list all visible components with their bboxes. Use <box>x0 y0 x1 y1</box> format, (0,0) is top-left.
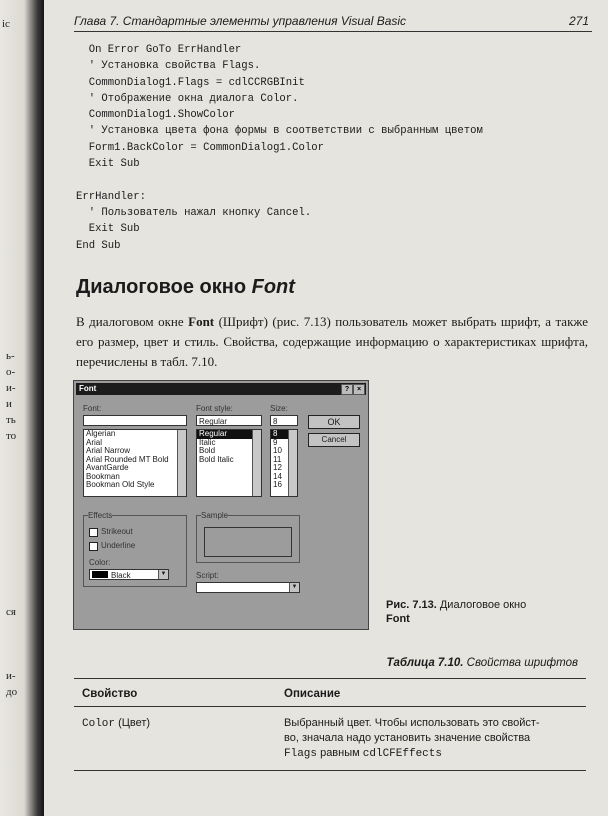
list-item[interactable]: Bold Italic <box>199 454 234 464</box>
size-label: Size: <box>270 404 288 413</box>
figure-caption-text: Диалоговое окно <box>436 599 527 611</box>
margin-letter: ся <box>6 606 16 618</box>
header-rule <box>74 31 592 32</box>
table-header: Свойство <box>82 688 138 700</box>
code-line: On Error GoTo ErrHandler <box>76 44 242 56</box>
list-item[interactable]: Arial Narrow <box>86 446 131 455</box>
margin-letter: и- <box>6 382 16 394</box>
table-caption <box>386 657 578 669</box>
table-bottom-rule <box>74 770 586 771</box>
table-cell <box>82 716 150 732</box>
dialog-titlebar <box>76 383 366 395</box>
para-text: В диалоговом окне <box>76 314 189 329</box>
list-item[interactable]: 14 <box>273 471 282 481</box>
list-item[interactable]: 8 <box>271 430 297 439</box>
property-name: Color <box>82 718 116 730</box>
table-header-rule <box>74 706 586 707</box>
list-item[interactable]: AvantGarde <box>86 463 129 472</box>
sample-label: Sample <box>201 511 229 520</box>
margin-letter: и <box>6 398 12 410</box>
property-ru: (Цвет) <box>115 717 151 729</box>
list-item[interactable]: 16 <box>273 480 282 489</box>
color-select[interactable] <box>89 569 169 580</box>
list-item[interactable]: Bold <box>199 446 216 455</box>
margin-letter: и- <box>6 670 16 682</box>
section-title-text: Диалоговое окно <box>76 276 252 298</box>
code-line: CommonDialog1.ShowColor <box>76 109 235 122</box>
effects-label: Effects <box>88 511 113 520</box>
sample-preview <box>204 527 292 557</box>
table-top-rule <box>74 678 586 679</box>
color-label: Color: <box>89 558 111 567</box>
code-listing <box>76 42 483 254</box>
list-item[interactable]: Italic <box>199 437 216 447</box>
table-header: Описание <box>284 688 341 700</box>
code-line: ' Установка свойства Flags. <box>76 60 261 73</box>
chapter-title: Глава 7. Стандартные элементы управления Visual Basic <box>74 14 407 28</box>
script-label: Script: <box>196 571 219 580</box>
margin-letter: о- <box>6 366 16 378</box>
para-bold: Font <box>188 314 215 329</box>
table-number: Таблица 7.10. <box>386 657 464 669</box>
size-input[interactable]: 8 <box>270 415 298 426</box>
margin-letter: ic <box>2 18 10 30</box>
font-list[interactable] <box>83 429 187 497</box>
style-input[interactable]: Regular <box>196 415 262 426</box>
underline-checkbox[interactable] <box>89 542 98 551</box>
font-label: Font: <box>83 404 102 413</box>
style-list[interactable] <box>196 429 262 497</box>
code-line: End Sub <box>76 239 121 252</box>
cancel-button[interactable]: Cancel <box>308 433 360 447</box>
code-line: Exit Sub <box>76 158 140 171</box>
scrollbar[interactable] <box>288 430 297 496</box>
list-item[interactable]: Bookman Old Style <box>86 480 155 489</box>
code-line: Exit Sub <box>76 223 140 236</box>
figure-caption-name: Font <box>386 613 410 625</box>
list-item[interactable]: 10 <box>273 446 282 455</box>
scrollbar[interactable] <box>177 430 186 496</box>
desc-code: Flags <box>284 748 318 760</box>
code-line: ' Отображение окна диалога Color. <box>76 92 299 105</box>
color-value: Black <box>111 571 131 580</box>
table-cell <box>284 716 584 762</box>
section-title <box>76 276 295 299</box>
list-item[interactable]: Arial <box>86 437 103 447</box>
margin-letter: ь- <box>6 350 15 362</box>
code-line: Form1.BackColor = CommonDialog1.Color <box>76 141 324 154</box>
desc-text: Выбранный цвет. Чтобы использовать это свойст- <box>284 717 540 729</box>
page-number: 271 <box>568 14 589 28</box>
dialog-title: Font <box>79 384 97 393</box>
desc-code: cdlCFEffects <box>362 748 442 760</box>
scrollbar[interactable] <box>252 430 261 496</box>
font-dialog-figure <box>73 380 369 630</box>
running-header <box>74 14 589 28</box>
table-caption-text: Свойства шрифтов <box>463 657 578 669</box>
code-line: ' Пользователь нажал кнопку Cancel. <box>76 206 312 219</box>
section-title-font: Font <box>251 276 295 298</box>
font-input[interactable] <box>83 415 187 426</box>
ok-button[interactable]: OK <box>308 415 360 429</box>
strikeout-label: Strikeout <box>101 527 133 536</box>
desc-text: равным <box>317 747 363 759</box>
strikeout-checkbox[interactable] <box>89 528 98 537</box>
list-item[interactable]: Arial Rounded MT Bold <box>86 454 169 464</box>
margin-letter: до <box>6 686 18 698</box>
list-item[interactable]: Regular <box>197 430 261 439</box>
code-line: ErrHandler: <box>76 190 146 203</box>
margin-letter: ть <box>6 414 16 426</box>
list-item[interactable]: 9 <box>273 437 278 447</box>
margin-letter: то <box>6 430 17 442</box>
list-item[interactable]: 12 <box>273 463 282 472</box>
code-line: CommonDialog1.Flags = cdlCCRGBInit <box>76 76 305 89</box>
color-swatch <box>92 571 108 578</box>
size-list[interactable] <box>270 429 298 497</box>
book-page <box>44 0 608 816</box>
figure-number: Рис. 7.13. <box>386 599 437 611</box>
help-button[interactable]: ? <box>341 384 353 395</box>
chevron-down-icon[interactable]: ▼ <box>158 570 168 579</box>
style-label: Font style: <box>196 404 233 413</box>
list-item[interactable]: Bookman <box>86 471 120 481</box>
list-item[interactable]: Algerian <box>86 429 116 438</box>
list-item[interactable]: 11 <box>273 454 282 464</box>
desc-text: во, значала надо установить значение свойства <box>284 732 531 744</box>
chevron-down-icon[interactable]: ▼ <box>289 583 299 592</box>
left-page-edge <box>0 0 44 816</box>
script-select[interactable] <box>196 582 300 593</box>
underline-label: Underline <box>101 541 136 550</box>
close-button[interactable]: × <box>353 384 365 395</box>
intro-paragraph <box>76 312 588 372</box>
code-line: ' Установка цвета фона формы в соответствии с выбранным цветом <box>76 125 483 138</box>
figure-caption <box>386 598 526 626</box>
para-text: (Шрифт) (рис. 7.13) пользователь может выбрать шрифт, а также его размер, цвет и стиль. Свойства, содержащие информацию о характеристиках шрифта, перечислены в табл. 7.10. <box>76 314 588 369</box>
